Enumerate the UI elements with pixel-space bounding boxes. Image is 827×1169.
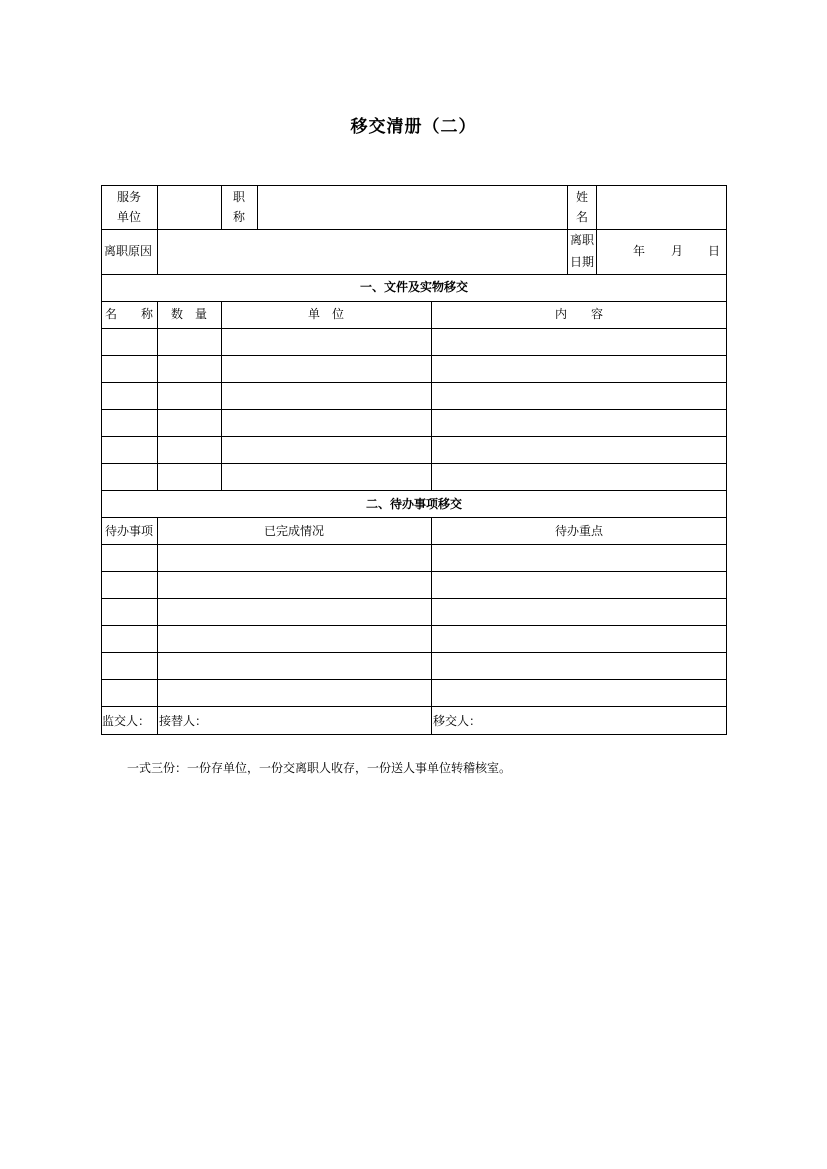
form-rule xyxy=(101,544,727,545)
form-rule xyxy=(101,185,727,186)
date-day-label: 日 xyxy=(707,244,721,258)
label-name: 姓 xyxy=(575,190,589,204)
form-rule xyxy=(101,598,727,599)
form-rule xyxy=(101,517,727,518)
form-rule xyxy=(101,652,727,653)
form-rule xyxy=(157,229,158,274)
form-rule xyxy=(101,490,727,491)
form-rule xyxy=(596,185,597,229)
form-rule xyxy=(101,625,727,626)
form-rule xyxy=(101,436,727,437)
column-header: 名 称 xyxy=(104,307,154,321)
label-service-unit: 服务 xyxy=(116,190,142,204)
page-title: 移交清册（二） xyxy=(350,117,477,137)
date-month-label: 月 xyxy=(670,244,684,258)
label-position: 职 xyxy=(232,190,246,204)
label-leave-reason: 离职原因 xyxy=(104,244,153,258)
form-rule xyxy=(101,328,727,329)
footnote: 一式三份：一份存单位，一份交离职人收存，一份送人事单位转稽核室。 xyxy=(127,761,512,775)
form-rule xyxy=(101,571,727,572)
section-title-pending: 二、待办事项移交 xyxy=(365,497,463,511)
label-leave-date: 离职 xyxy=(569,233,595,247)
column-header: 已完成情况 xyxy=(263,524,325,538)
date-year-label: 年 xyxy=(632,244,646,258)
form-rule xyxy=(431,517,432,735)
column-header: 内 容 xyxy=(554,307,604,321)
form-rule xyxy=(101,185,102,735)
form-rule xyxy=(157,301,158,490)
label-position: 称 xyxy=(232,210,246,224)
supervisor-label: 监交人： xyxy=(102,714,151,728)
form-rule xyxy=(101,734,727,735)
form-rule xyxy=(101,274,727,275)
form-rule xyxy=(101,301,727,302)
label-service-unit: 单位 xyxy=(116,210,142,224)
column-header: 待办重点 xyxy=(554,524,604,538)
form-rule xyxy=(431,301,432,490)
form-rule xyxy=(101,463,727,464)
form-rule xyxy=(257,185,258,229)
form-rule xyxy=(157,517,158,735)
handover-label: 移交人： xyxy=(433,714,482,728)
label-name: 名 xyxy=(575,210,589,224)
form-rule xyxy=(157,185,158,229)
column-header: 单 位 xyxy=(307,307,345,321)
successor-label: 接替人： xyxy=(159,714,208,728)
form-rule xyxy=(101,409,727,410)
handover-form xyxy=(101,185,727,735)
column-header: 待办事项 xyxy=(104,524,154,538)
column-header: 数 量 xyxy=(170,307,208,321)
form-rule xyxy=(221,301,222,490)
form-rule xyxy=(726,185,727,735)
form-rule xyxy=(596,229,597,274)
form-rule xyxy=(101,382,727,383)
form-rule xyxy=(101,355,727,356)
form-rule xyxy=(101,679,727,680)
form-rule xyxy=(221,185,222,229)
section-title-documents: 一、文件及实物移交 xyxy=(359,280,469,294)
form-rule xyxy=(101,706,727,707)
form-rule xyxy=(101,229,727,230)
form-rule xyxy=(567,229,568,274)
label-leave-date: 日期 xyxy=(569,255,595,269)
form-rule xyxy=(567,185,568,229)
